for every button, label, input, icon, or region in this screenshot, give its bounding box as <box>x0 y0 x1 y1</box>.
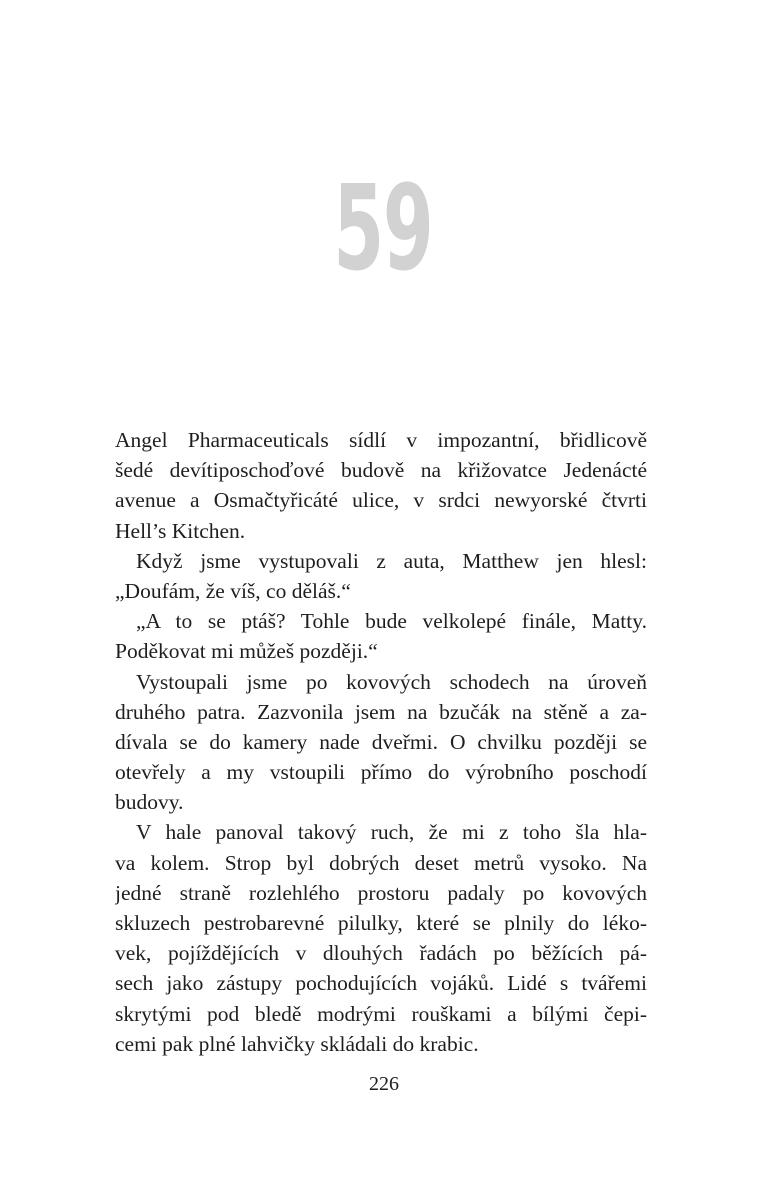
text-line: Poděkovat mi můžeš později.“ <box>115 639 378 664</box>
text-line: dívala se do kamery nade dveřmi. O chvilku později se <box>115 729 647 754</box>
paragraph <box>115 667 647 818</box>
text-line: skrytými pod bledě modrými rouškami a bílými čepi- <box>115 1001 647 1026</box>
text-line: „A to se ptáš? Tohle bude velkolepé finále, Matty. <box>136 609 647 634</box>
page-number: 226 <box>369 1073 399 1095</box>
paragraph <box>115 425 647 546</box>
text-line: skluzech pestrobarevné pilulky, které se plnily do léko- <box>115 911 647 935</box>
text-line: cemi pak plné lahvičky skládali do krabic. <box>115 1031 479 1056</box>
text-line: V hale panoval takový ruch, že mi z toho šla hla- <box>136 820 647 845</box>
paragraph <box>115 817 647 1059</box>
text-line: avenue a Osmačtyřicáté ulice, v srdci newyorské čtvrti <box>115 488 647 513</box>
text-line: otevřely a my vstoupili přímo do výrobního poschodí <box>115 760 647 785</box>
text-line: šedé devítiposchoďové budově na křižovatce Jedenácté <box>115 458 647 483</box>
text-line: druhého patra. Zazvonila jsem na bzučák na stěně a za- <box>115 699 647 724</box>
paragraph <box>115 606 647 666</box>
text-line: Když jsme vystupovali z auta, Matthew jen hlesl: <box>136 548 647 573</box>
text-line: Vystoupali jsme po kovových schodech na úroveň <box>136 669 647 694</box>
text-line: vek, pojíždějících v dlouhých řadách po běžících pá- <box>115 941 647 966</box>
body-text <box>115 425 647 1059</box>
text-line: „Doufám, že víš, co děláš.“ <box>115 578 351 603</box>
text-line: budovy. <box>115 790 184 815</box>
text-line: Hell’s Kitchen. <box>115 518 246 543</box>
text-line: va kolem. Strop byl dobrých deset metrů vysoko. Na <box>115 850 647 875</box>
text-line: jedné straně rozlehlého prostoru padaly po kovových <box>115 880 647 905</box>
text-line: Angel Pharmaceuticals sídlí v impozantní, břidlicově <box>115 428 647 452</box>
paragraph <box>115 546 647 606</box>
chapter-number: 59 <box>333 159 433 297</box>
text-line: sech jako zástupy pochodujících vojáků. Lidé s tvářemi <box>115 971 647 996</box>
